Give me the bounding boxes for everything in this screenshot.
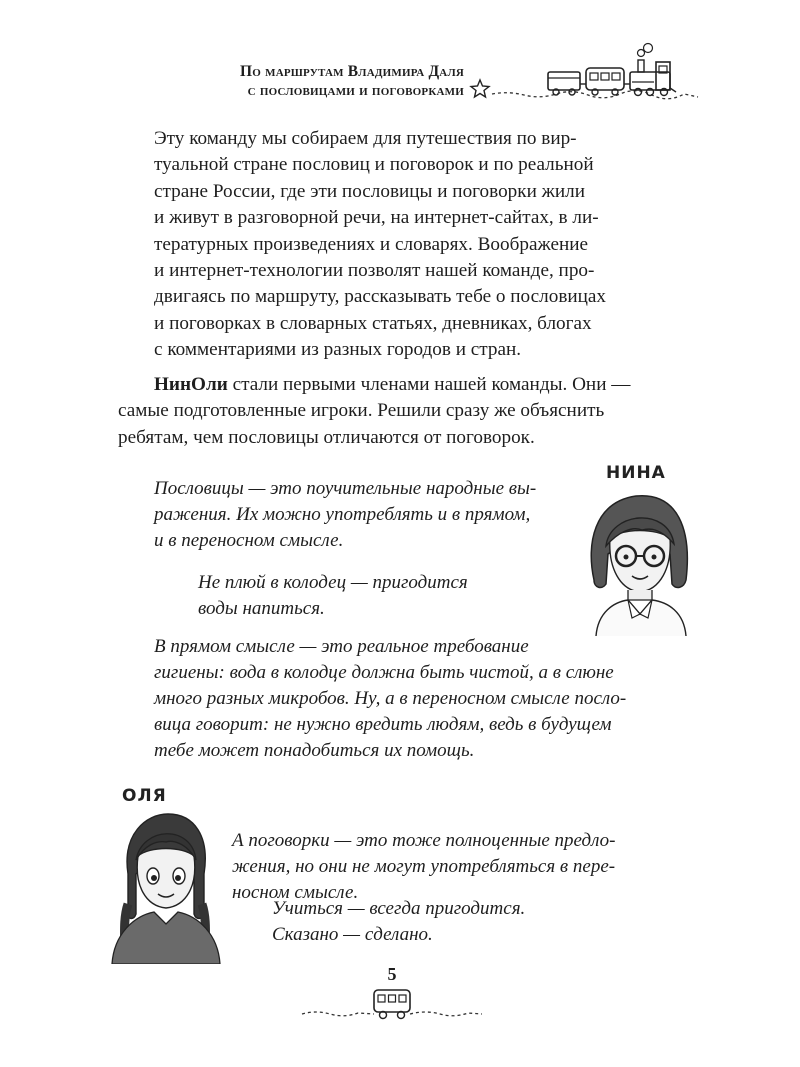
- intro-line: и живут в разговорной речи, на интернет-сайтах, в ли-: [154, 207, 599, 229]
- team-name: НинОли: [154, 374, 228, 395]
- proverb-example: [198, 570, 538, 622]
- saying-definition: [232, 828, 672, 906]
- train-icon: [468, 42, 700, 108]
- proverb-explanation: [154, 634, 659, 764]
- definition-line: и в переносном смысле.: [154, 530, 344, 551]
- explanation-line: тебе может понадобиться их помощь.: [154, 740, 475, 761]
- team-line: [118, 372, 654, 398]
- intro-line: туальной стране пословиц и поговорок и по реальной: [154, 154, 594, 176]
- proverb-definition: [154, 476, 574, 554]
- intro-line: тературных произведениях и словарях. Воображение: [154, 233, 589, 255]
- nina-portrait-icon: [580, 484, 700, 636]
- explanation-line: В прямом смысле — это реальное требование: [154, 636, 529, 657]
- explanation-line: много разных микробов. Ну, а в переносном смысле посло-: [154, 688, 627, 709]
- explanation-line: вица говорит: не нужно вредить людям, ведь в будущем: [154, 714, 612, 735]
- intro-line: и поговорках в словарных статьях, дневниках, блогах: [154, 312, 592, 334]
- olya-portrait-icon: [106, 804, 224, 964]
- running-header: [120, 62, 464, 100]
- definition-line: Пословицы — это поучительные народные вы-: [154, 478, 537, 499]
- team-line: ребятам, чем пословицы отличаются от поговорок.: [118, 426, 535, 448]
- wagon-icon: [300, 982, 484, 1028]
- running-header-line-2: с пословицами и поговорками: [247, 82, 464, 99]
- example-line: воды напиться.: [198, 598, 325, 619]
- definition-line: жения, но они не могут употребляться в пере-: [232, 856, 616, 877]
- example-line: Учиться — всегда пригодится.: [272, 898, 526, 919]
- example-line: Не плюй в колодец — пригодится: [198, 572, 468, 593]
- definition-line: носном смысле.: [232, 882, 359, 903]
- page-number: 5: [387, 964, 397, 984]
- intro-line: двигаясь по маршруту, рассказывать тебе о пословицах: [154, 286, 607, 308]
- team-line: самые подготовленные игроки. Решили сразу же объяснить: [118, 400, 605, 422]
- example-line: Сказано — сделано.: [272, 924, 433, 945]
- saying-examples: [272, 896, 602, 948]
- star-icon: [471, 80, 489, 97]
- explanation-line: гигиены: вода в колодце должна быть чистой, а в слюне: [154, 662, 614, 683]
- definition-line: ражения. Их можно употреблять и в прямом,: [154, 504, 531, 525]
- intro-line: с комментариями из разных городов и стран.: [154, 339, 522, 361]
- running-header-line-1: По маршрутам Владимира Даля: [240, 63, 464, 80]
- olya-label: ОЛЯ: [122, 786, 167, 806]
- intro-line: и интернет-технологии позволят нашей команде, про-: [154, 260, 595, 282]
- definition-line: А поговорки — это тоже полноценные предло-: [232, 830, 616, 851]
- team-line-rest: стали первыми членами нашей команды. Они —: [227, 374, 631, 395]
- intro-paragraph: [154, 126, 654, 364]
- team-paragraph: [118, 372, 654, 451]
- nina-label: НИНА: [606, 463, 666, 483]
- intro-line: стране России, где эти пословицы и поговорки жили: [154, 180, 586, 202]
- intro-line: Эту команду мы собираем для путешествия по вир-: [154, 128, 577, 149]
